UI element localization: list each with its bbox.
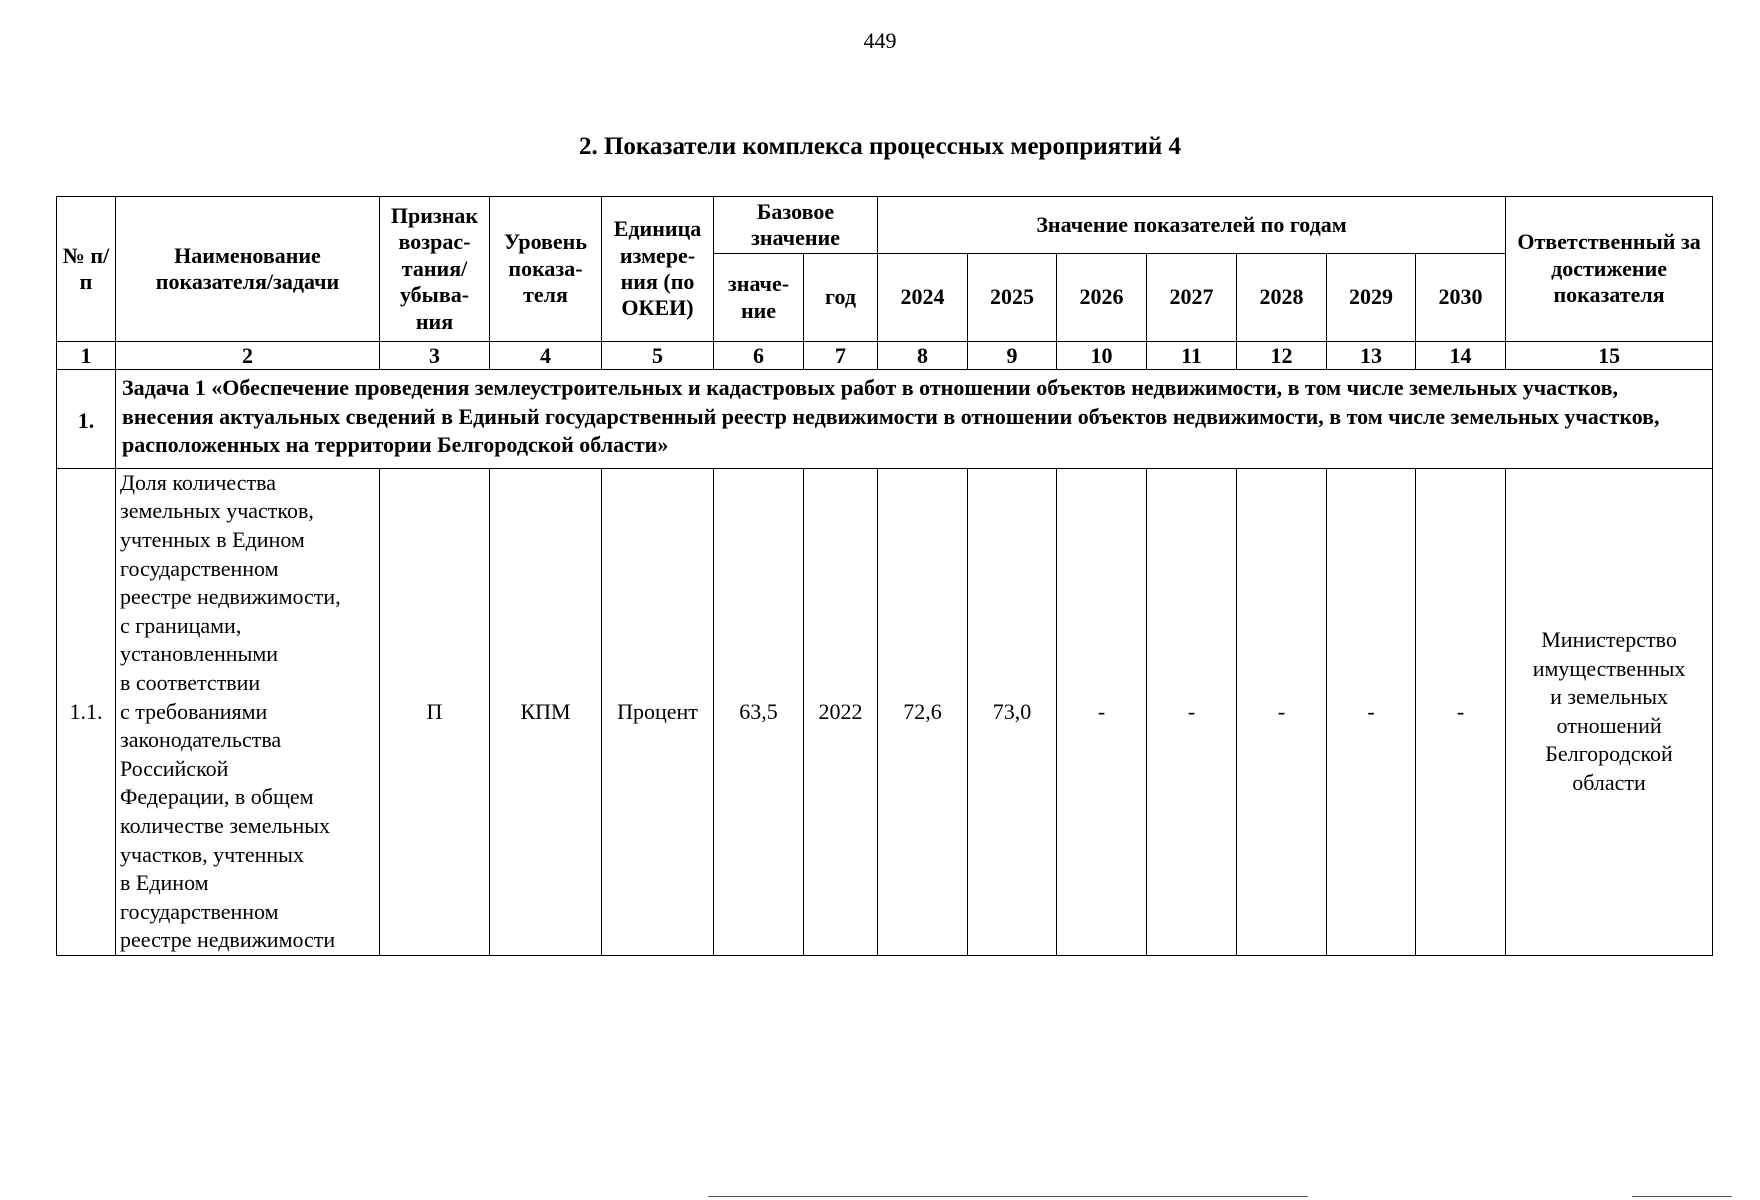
header-base-year: год	[804, 254, 878, 342]
indicator-unit: Процент	[602, 468, 714, 955]
header-year: 2028	[1237, 254, 1327, 342]
header-year: 2026	[1057, 254, 1147, 342]
column-number: 1	[57, 342, 116, 370]
task-text: Задача 1 «Обеспечение проведения землеустроительных и кадастровых работ в отношении объектов недвижимости, в том числе земельных участков, внесения актуальных сведений в Единый государственный реестр недвижимости в отношении объектов недвижимости, в том числе земельных участков, расположенных на территории Белгородской области»	[116, 370, 1713, 469]
page-number: 449	[863, 28, 897, 53]
year-value: -	[1057, 468, 1147, 955]
year-value: -	[1147, 468, 1237, 955]
task-number: 1.	[57, 370, 116, 469]
column-number: 2	[116, 342, 380, 370]
header-year: 2024	[878, 254, 968, 342]
year-value: -	[1237, 468, 1327, 955]
year-value: 73,0	[968, 468, 1057, 955]
header-years-group: Значение показателей по годам	[878, 197, 1506, 254]
column-number: 15	[1506, 342, 1713, 370]
base-year: 2022	[804, 468, 878, 955]
column-number: 8	[878, 342, 968, 370]
page-title: 2. Показатели комплекса процессных мероприятий 4	[578, 133, 1182, 160]
indicator-name: Доля количества земельных участков, учтенных в Едином государственном реестре недвижимости, с границами, установленными в соответствии с требованиями законодательства Российской Федерации, в общем количестве земельных участков, учтенных в Едином государственном реестре недвижимости	[116, 468, 380, 955]
header-base-group: Базовое значение	[714, 197, 878, 254]
column-number: 7	[804, 342, 878, 370]
header-responsible: Ответственный за достижение показателя	[1506, 197, 1713, 342]
column-number: 13	[1327, 342, 1416, 370]
responsible-party: Министерство имущественных и земельных отношений Белгородской области	[1506, 468, 1713, 955]
table-row	[57, 468, 1713, 955]
header-level: Уровень показа-теля	[490, 197, 602, 342]
column-number: 9	[968, 342, 1057, 370]
scan-line	[1632, 1196, 1732, 1197]
header-year: 2027	[1147, 254, 1237, 342]
column-number: 12	[1237, 342, 1327, 370]
header-name: Наименование показателя/задачи	[116, 197, 380, 342]
base-value: 63,5	[714, 468, 804, 955]
task-row	[57, 370, 1713, 469]
year-value: -	[1416, 468, 1506, 955]
indicators-table	[56, 196, 1713, 956]
column-numbers-row	[57, 342, 1713, 370]
row-number: 1.1.	[57, 468, 116, 955]
column-number: 14	[1416, 342, 1506, 370]
header-year: 2030	[1416, 254, 1506, 342]
column-number: 11	[1147, 342, 1237, 370]
header-no: № п/п	[57, 197, 116, 342]
header-unit: Единица измере-ния (по ОКЕИ)	[602, 197, 714, 342]
column-number: 10	[1057, 342, 1147, 370]
column-number: 6	[714, 342, 804, 370]
column-number: 4	[490, 342, 602, 370]
year-value: -	[1327, 468, 1416, 955]
year-value: 72,6	[878, 468, 968, 955]
header-sign: Признак возрас-тания/ убыва-ния	[380, 197, 490, 342]
header-base-value: значе-ние	[714, 254, 804, 342]
column-number: 5	[602, 342, 714, 370]
header-year: 2029	[1327, 254, 1416, 342]
indicator-level: КПМ	[490, 468, 602, 955]
scan-line	[708, 1196, 1308, 1197]
column-number: 3	[380, 342, 490, 370]
indicator-sign: П	[380, 468, 490, 955]
header-year: 2025	[968, 254, 1057, 342]
